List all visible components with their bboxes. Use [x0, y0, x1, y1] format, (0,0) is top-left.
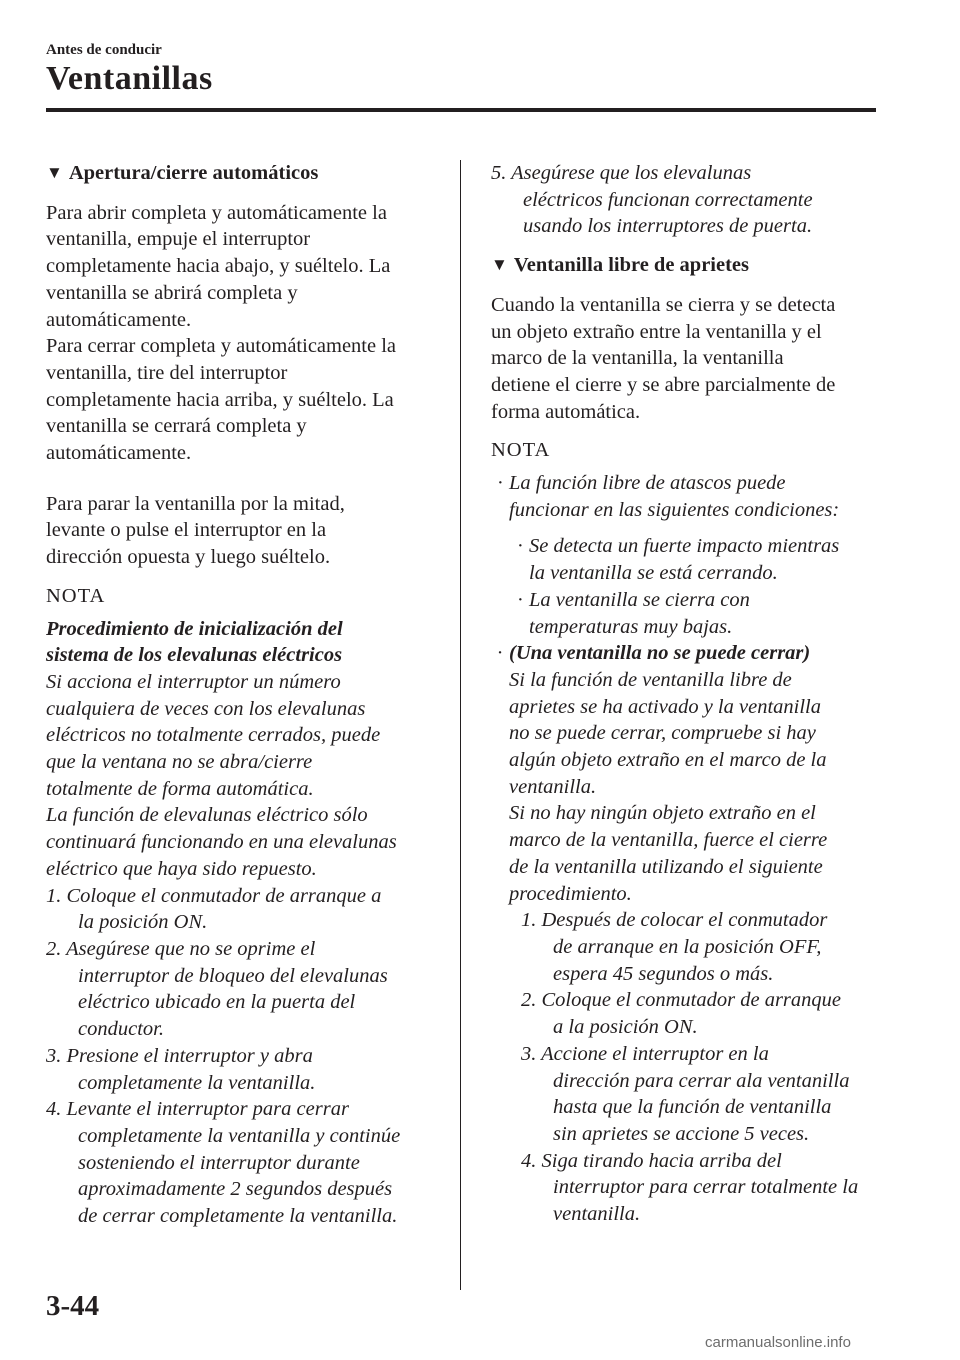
column-divider	[460, 160, 461, 1290]
bullet-item: · (Una ventanilla no se puede cerrar) Si la función de ventanilla libre de aprietes se ha activado y la ventanilla no se puede cerrar, compruebe si hay algún objeto extraño en el marco de la ventanilla. Si no hay ningún objeto extraño en el marco de la ventanilla, fuerce el cierre de la ventanilla utilizando el siguiente procedimiento.	[491, 640, 891, 907]
page-title: Ventanillas	[46, 60, 213, 97]
section-heading-auto: ▼ Apertura/cierre automáticos	[46, 160, 446, 188]
auto-open-close-paragraph: Para abrir completa y automáticamente la ventanilla, empuje el interruptor completamente hacia abajo, y suéltelo. La ventanilla se abrirá completa y automáticamente. Para cerrar completa y automáticamente la ventanilla, tire del interruptor completamente hacia arriba, y suéltelo. La ventanilla se cerrará completa y automáticamente.	[46, 201, 397, 465]
step-item: 4. Levante el interruptor para cerrar completamente la ventanilla y continúe sosteniendo el interruptor durante aproximadamente 2 segundos después de cerrar completamente la ventanilla.	[46, 1098, 401, 1228]
section-label: Antes de conducir	[46, 42, 162, 58]
step-item: 2. Asegúrese que no se oprime el interruptor de bloqueo del elevalunas eléctrico ubicado en la puerta del conductor.	[46, 937, 388, 1041]
header-divider	[46, 108, 876, 112]
step-item: 3. Presione el interruptor y abra completamente la ventanilla.	[46, 1044, 316, 1094]
step-item: 4. Siga tirando hacia arriba del interruptor para cerrar totalmente la ventanilla.	[521, 1149, 859, 1226]
right-column	[491, 160, 891, 1228]
step-item: 1. Después de colocar el conmutador de arranque en la posición OFF, espera 45 segundos o más.	[521, 909, 828, 985]
left-column	[46, 160, 446, 1230]
step-item: 5. Asegúrese que los elevalunas eléctricos funcionan correctamente usando los interruptores de puerta.	[491, 162, 813, 238]
page-number: 3-44	[46, 1290, 100, 1322]
note-label: NOTA	[46, 584, 106, 607]
anti-pinch-paragraph: Cuando la ventanilla se cierra y se detecta un objeto extraño entre la ventanilla y el marco de la ventanilla, la ventanilla detiene el cierre y se abre parcialmente de forma automática.	[491, 293, 836, 423]
procedure-steps	[491, 907, 891, 1227]
note-body: Si acciona el interruptor un número cualquiera de veces con los elevalunas eléctricos no totalmente cerrados, puede que la ventana no se abra/cierre totalmente de forma automática. La función de elevalunas eléctrico sólo continuará funcionando en una elevalunas eléctrico que haya sido repuesto.	[46, 670, 397, 880]
step-item: 2. Coloque el conmutador de arranque a la posición ON.	[521, 989, 841, 1039]
bullet-icon: ·	[496, 642, 504, 665]
note-label: NOTA	[491, 439, 551, 462]
stop-midway-paragraph: Para parar la ventanilla por la mitad, levante o pulse el interruptor en la dirección opuesta y luego suéltelo.	[46, 492, 345, 569]
step-item: 3. Accione el interruptor en la dirección para cerrar ala ventanilla hasta que la función de ventanilla sin aprietes se accione 5 veces.	[521, 1042, 850, 1145]
bullet-item: · La función libre de atascos puede funcionar en las siguientes condiciones:	[491, 470, 891, 523]
triangle-down-icon: ▼	[46, 163, 63, 182]
sub-bullet-item: · Se detecta un fuerte impacto mientras la ventanilla se está cerrando.	[491, 533, 891, 586]
note-title: Procedimiento de inicialización del sistema de los elevalunas eléctricos	[46, 617, 343, 667]
section-heading-anti-pinch: ▼ Ventanilla libre de aprietes	[491, 252, 891, 280]
triangle-down-icon: ▼	[491, 255, 508, 275]
watermark: carmanualsonline.info	[705, 1334, 851, 1351]
bullet-icon: ·	[517, 535, 523, 558]
bullet-icon: ·	[517, 588, 523, 611]
step-item: 1. Coloque el conmutador de arranque a la posición ON.	[46, 884, 382, 934]
sub-bullet-item: · La ventanilla se cierra con temperaturas muy bajas.	[491, 587, 891, 640]
bullet-icon: ·	[497, 472, 503, 495]
